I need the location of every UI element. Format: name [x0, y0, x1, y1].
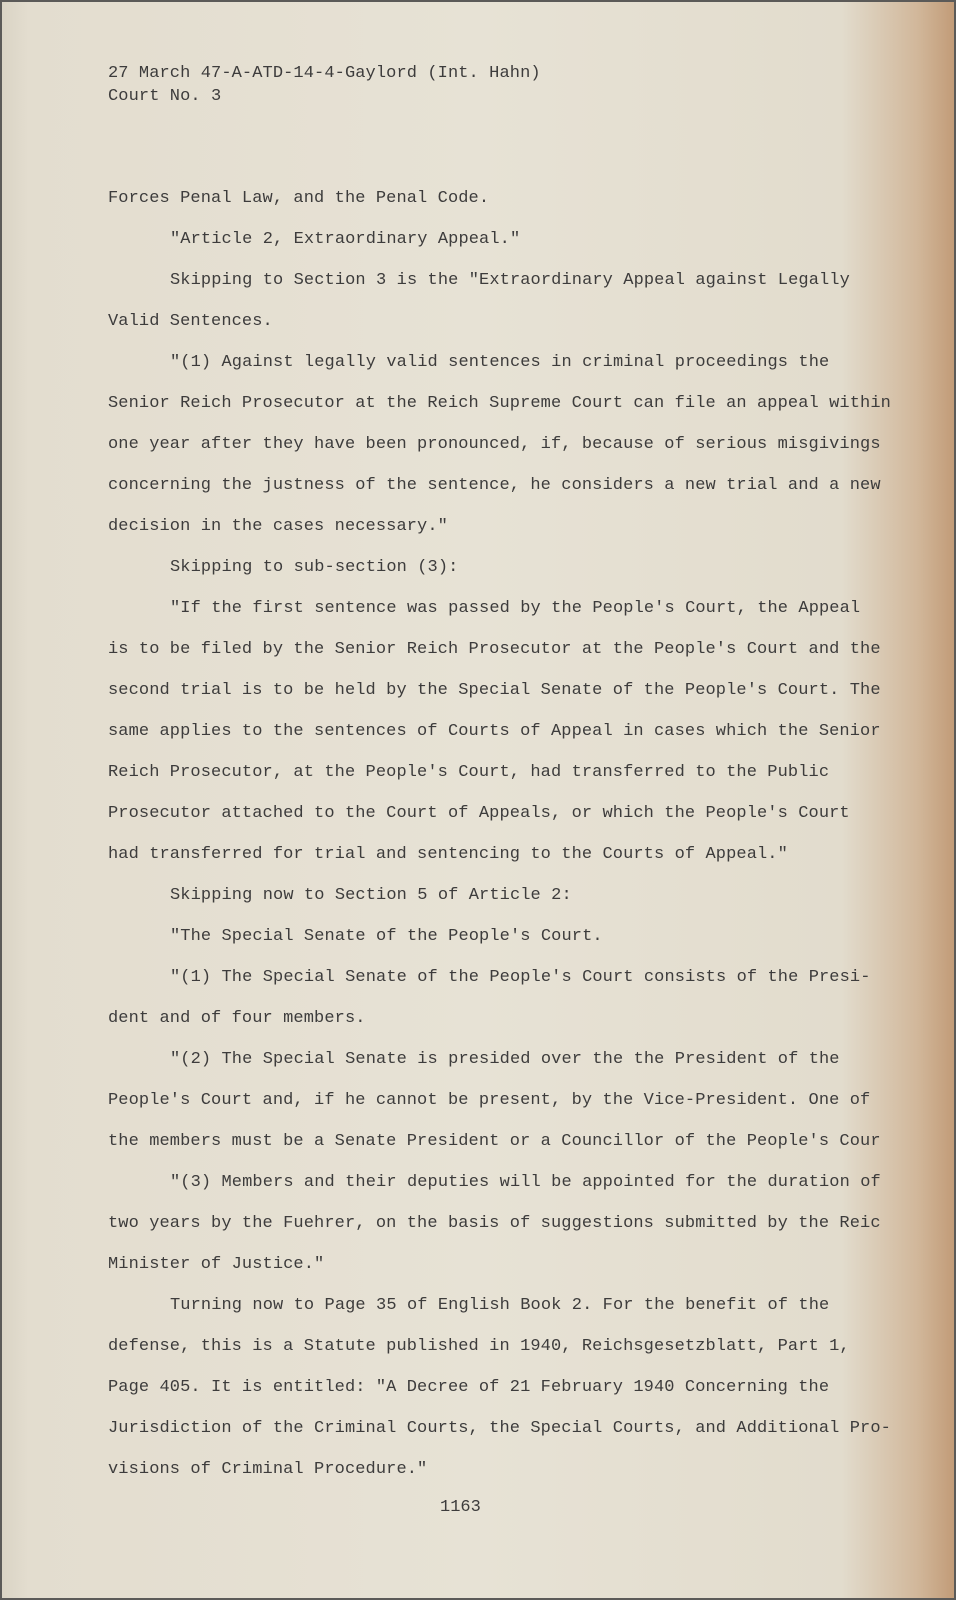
- text-line: "(3) Members and their deputies will be appointed for the duration of: [170, 1173, 881, 1192]
- text-line: Jurisdiction of the Criminal Courts, the Special Courts, and Additional Pro-: [108, 1419, 891, 1438]
- text-line: two years by the Fuehrer, on the basis of suggestions submitted by the Reic: [108, 1214, 881, 1233]
- text-line: Skipping to sub-section (3):: [170, 558, 459, 577]
- text-line: Skipping to Section 3 is the "Extraordinary Appeal against Legally: [170, 271, 850, 290]
- text-line: Minister of Justice.": [108, 1255, 325, 1274]
- header-line-1: 27 March 47-A-ATD-14-4-Gaylord (Int. Hahn): [108, 64, 541, 83]
- text-line: Reich Prosecutor, at the People's Court, had transferred to the Public: [108, 763, 830, 782]
- text-line: decision in the cases necessary.": [108, 517, 448, 536]
- text-line: defense, this is a Statute published in 1940, Reichsgesetzblatt, Part 1,: [108, 1337, 850, 1356]
- text-line: "The Special Senate of the People's Court.: [170, 927, 603, 946]
- text-line: Prosecutor attached to the Court of Appeals, or which the People's Court: [108, 804, 850, 823]
- text-line: Forces Penal Law, and the Penal Code.: [108, 189, 490, 208]
- text-line: the members must be a Senate President or a Councillor of the People's Cour: [108, 1132, 881, 1151]
- text-line: same applies to the sentences of Courts of Appeal in cases which the Senior: [108, 722, 881, 741]
- text-line: had transferred for trial and sentencing to the Courts of Appeal.": [108, 845, 788, 864]
- text-line: Turning now to Page 35 of English Book 2. For the benefit of the: [170, 1296, 830, 1315]
- text-line: "If the first sentence was passed by the People's Court, the Appeal: [170, 599, 861, 618]
- text-line: Valid Sentences.: [108, 312, 273, 331]
- text-line: "(2) The Special Senate is presided over the the President of the: [170, 1050, 840, 1069]
- text-line: dent and of four members.: [108, 1009, 366, 1028]
- text-line: second trial is to be held by the Special Senate of the People's Court. The: [108, 681, 881, 700]
- text-line: concerning the justness of the sentence, he considers a new trial and a new: [108, 476, 881, 495]
- page-number: 1163: [440, 1498, 481, 1517]
- text-line: "Article 2, Extraordinary Appeal.": [170, 230, 521, 249]
- text-line: "(1) Against legally valid sentences in criminal proceedings the: [170, 353, 830, 372]
- text-line: People's Court and, if he cannot be present, by the Vice-President. One of: [108, 1091, 871, 1110]
- text-line: Senior Reich Prosecutor at the Reich Supreme Court can file an appeal within: [108, 394, 891, 413]
- text-line: "(1) The Special Senate of the People's Court consists of the Presi-: [170, 968, 871, 987]
- header-line-2: Court No. 3: [108, 87, 222, 106]
- text-line: visions of Criminal Procedure.": [108, 1460, 428, 1479]
- text-line: Skipping now to Section 5 of Article 2:: [170, 886, 572, 905]
- text-line: one year after they have been pronounced, if, because of serious misgivings: [108, 435, 881, 454]
- text-line: Page 405. It is entitled: "A Decree of 21 February 1940 Concerning the: [108, 1378, 830, 1397]
- text-line: is to be filed by the Senior Reich Prosecutor at the People's Court and the: [108, 640, 881, 659]
